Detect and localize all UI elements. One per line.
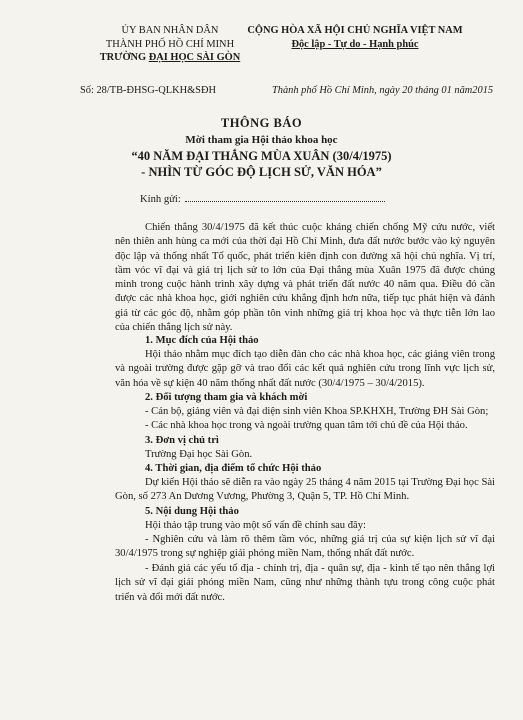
document-date: Thành phố Hồ Chí Minh, ngày 20 tháng 01 năm2015 xyxy=(272,85,494,96)
conference-title-line-2: - NHÌN TỪ GÓC ĐỘ LỊCH SỬ, VĂN HÓA” xyxy=(141,165,382,179)
section-4-text: Dự kiến Hội thảo sẽ diễn ra vào ngày 25 tháng 4 năm 2015 tại Trường Đại học Sài Gòn, số 273 An Dương Vương, Phường 3, Quận 5, TP. Hồ Chí Minh. xyxy=(115,477,495,503)
agency-line-1: ỦY BAN NHÂN DÂN xyxy=(121,25,219,36)
section-5-item-2: - Đánh giá các yếu tố địa - chính trị, địa - quân sự, địa - kinh tế tạo nên thắng lợi lịch sử vĩ đại giải phóng miền Nam, cũng như những thành tựu trong công cuộc phát triển và đổi mới đất nước. xyxy=(115,563,495,603)
section-5-item-1: - Nghiên cứu và làm rõ thêm tầm vóc, những giá trị của sự kiện lịch sử vĩ đại 30/4/1975 trong sự nghiệp giải phóng miền Nam, thống nhất đất nước. xyxy=(115,534,495,560)
school-name xyxy=(70,51,270,65)
school-prefix: TRƯỜNG xyxy=(99,52,147,63)
recipient-blank-line xyxy=(185,192,385,202)
section-5-text: Hội thảo tập trung vào một số vấn đề chính sau đây: xyxy=(145,520,366,531)
section-3-text: Trường Đại học Sài Gòn. xyxy=(145,449,253,460)
section-4-title: 4. Thời gian, địa điểm tổ chức Hội thảo xyxy=(145,463,322,474)
salutation-label: Kính gửi: xyxy=(140,194,181,205)
salutation xyxy=(140,192,385,205)
section-3-title: 3. Đơn vị chủ trì xyxy=(145,435,219,446)
section-2-item-1: - Cán bộ, giảng viên và đại diện sinh viên Khoa SP.KHXH, Trường ĐH Sài Gòn; xyxy=(145,406,489,417)
section-1-text: Hội thảo nhằm mục đích tạo diễn đàn cho các nhà khoa học, các giảng viên trong và ngoài trường được gặp gỡ và trao đổi các kết quả nghiên cứu trong lĩnh vực lịch sử, văn hóa về sự kiện 40 năm thống nhất đất nước (30/4/1975 – 30/4/2015). xyxy=(115,349,495,389)
conference-title-line-1: “40 NĂM ĐẠI THẮNG MÙA XUÂN (30/4/1975) xyxy=(131,149,392,163)
section-2-title: 2. Đối tượng tham gia và khách mời xyxy=(145,392,308,403)
document-number: Số: 28/TB-ĐHSG-QLKH&SĐH xyxy=(80,85,216,96)
section-1-title: 1. Mục đích của Hội thảo xyxy=(145,335,259,346)
republic-name: CỘNG HÒA XÃ HỘI CHỦ NGHĨA VIỆT NAM xyxy=(247,25,463,36)
agency-line-2: THÀNH PHỐ HỒ CHÍ MINH xyxy=(105,38,235,50)
section-5-title: 5. Nội dung Hội thảo xyxy=(145,506,239,517)
notice-heading: THÔNG BÁO xyxy=(220,116,303,130)
school-name-underlined: ĐẠI HỌC SÀI GÒN xyxy=(148,52,241,63)
national-motto: Độc lập - Tự do - Hạnh phúc xyxy=(291,38,419,50)
national-header-block xyxy=(240,24,470,51)
section-2-item-2: - Các nhà khoa học trong và ngoài trường quan tâm tới chủ đề của Hội thảo. xyxy=(145,420,468,431)
notice-subheading: Mời tham gia Hội thảo khoa học xyxy=(185,134,338,146)
intro-paragraph: Chiến thắng 30/4/1975 đã kết thúc cuộc kháng chiến chống Mỹ cứu nước, viết nên thiên anh hùng ca mới của thời đại Hồ Chí Minh, đưa đất nước bước vào kỷ nguyên độc lập và thống nhất Tổ quốc, phát triển kiên định con đường xã hội chủ nghĩa. Vị trí, tầm vóc vĩ đại và giá trị lịch sử to lớn của Đại thắng mùa Xuân 1975 đã được chúng minh trong cuộc hành trình xây dựng và phát triển đất nước 40 năm qua. Điều đó cần được các nhà khoa học, giới nghiên cứu khẳng định hơn nữa, tiếp tục phát hiện và đánh giá từ các góc độ, nhằm góp phần tôn vinh những giá trị khoa học và thực tiễn lớn lao của chiến thắng lịch sử này. xyxy=(115,222,495,334)
